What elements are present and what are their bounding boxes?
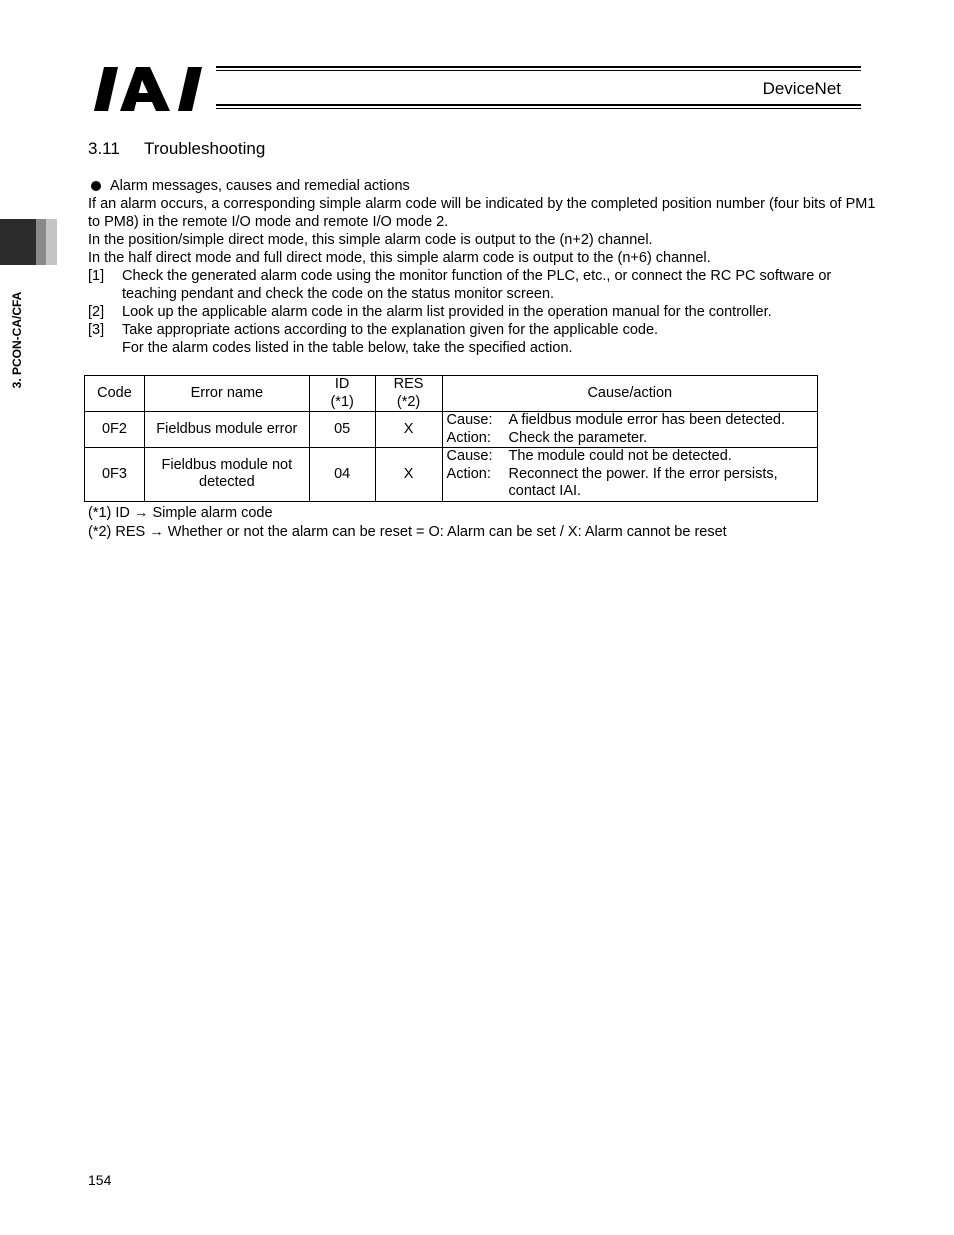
- step-text: Check the generated alarm code using the monitor function of the PLC, etc., or connect the RC PC software or teaching pendant and check the code on the status monitor screen.: [122, 268, 832, 302]
- note-1: (*1) ID → Simple alarm code: [88, 505, 273, 521]
- action-text: Check the parameter.: [508, 429, 648, 446]
- paragraph-1: If an alarm occurs, a corresponding simple alarm code will be indicated by the completed position number (four bits of PM1 to PM8) in the remote I/O mode and remote I/O mode 2.: [88, 196, 876, 230]
- cause-label: Cause:: [446, 412, 493, 428]
- header-rule-top: [216, 66, 861, 68]
- step-1: [88, 267, 878, 303]
- chapter-tab-light: [46, 219, 57, 265]
- bullet-text: Alarm messages, causes and remedial actions: [110, 178, 410, 194]
- cause-label: Cause:: [446, 448, 493, 464]
- cell-code: 0F3: [85, 448, 145, 502]
- cell-cause-action: [442, 412, 817, 448]
- cause-text: A fieldbus module error has been detected.: [508, 412, 786, 428]
- table-notes: [88, 504, 727, 542]
- chapter-tab-dark: [0, 219, 36, 265]
- step-3-extra: For the alarm codes listed in the table below, take the specified action.: [122, 340, 573, 356]
- cause-text: The module could not be detected.: [508, 448, 732, 464]
- header-cause-action: Cause/action: [442, 376, 817, 412]
- cell-error-name: Fieldbus module not detected: [144, 448, 309, 502]
- paragraph-2: In the position/simple direct mode, this simple alarm code is output to the (n+2) channel.: [88, 232, 653, 248]
- action-label: Action:: [446, 429, 491, 446]
- header-rule-bottom: [216, 104, 861, 106]
- header-rule-top-thin: [216, 70, 861, 71]
- step-text: Take appropriate actions according to the explanation given for the applicable code.: [122, 322, 659, 338]
- cell-cause-action: [442, 448, 817, 502]
- header-error-name: Error name: [144, 376, 309, 412]
- table-row: [85, 412, 818, 448]
- chapter-tab-mid: [36, 219, 46, 265]
- alarm-table: [84, 375, 818, 502]
- chapter-label: 3. PCON-CA/CFA: [10, 291, 24, 389]
- cell-code: 0F2: [85, 412, 145, 448]
- header-id: ID (*1): [309, 376, 375, 412]
- table-header-row: [85, 376, 818, 412]
- page-number: 154: [88, 1172, 112, 1188]
- cell-res: X: [375, 448, 442, 502]
- step-3: [88, 321, 878, 339]
- header-code: Code: [85, 376, 145, 412]
- header-rule-bottom-thin: [216, 108, 861, 109]
- section-name: Troubleshooting: [144, 139, 266, 158]
- body-text: [88, 177, 878, 357]
- action-text: Reconnect the power. If the error persists, contact IAI.: [508, 465, 778, 499]
- cell-error-name: Fieldbus module error: [144, 412, 309, 448]
- table-row: [85, 448, 818, 502]
- step-2: [88, 303, 878, 321]
- cell-res: X: [375, 412, 442, 448]
- section-number: 3.11: [88, 139, 120, 158]
- cell-id: 04: [309, 448, 375, 502]
- step-index: [3]: [88, 322, 105, 338]
- header-res: RES (*2): [375, 376, 442, 412]
- step-index: [2]: [88, 304, 105, 320]
- paragraph-3: In the half direct mode and full direct mode, this simple alarm code is output to the (n+6) channel.: [88, 250, 711, 266]
- header-title: DeviceNet: [762, 79, 841, 98]
- bullet-line: [88, 177, 878, 195]
- note-2: (*2) RES → Whether or not the alarm can be reset = O: Alarm can be set / X: Alarm cannot be reset: [88, 524, 727, 540]
- step-text: Look up the applicable alarm code in the alarm list provided in the operation manual for the controller.: [122, 304, 772, 320]
- iai-logo: [92, 66, 212, 112]
- section-title: [88, 139, 265, 159]
- step-index: [1]: [88, 268, 105, 284]
- action-label: Action:: [446, 465, 491, 482]
- cell-id: 05: [309, 412, 375, 448]
- bullet-icon: [91, 181, 101, 191]
